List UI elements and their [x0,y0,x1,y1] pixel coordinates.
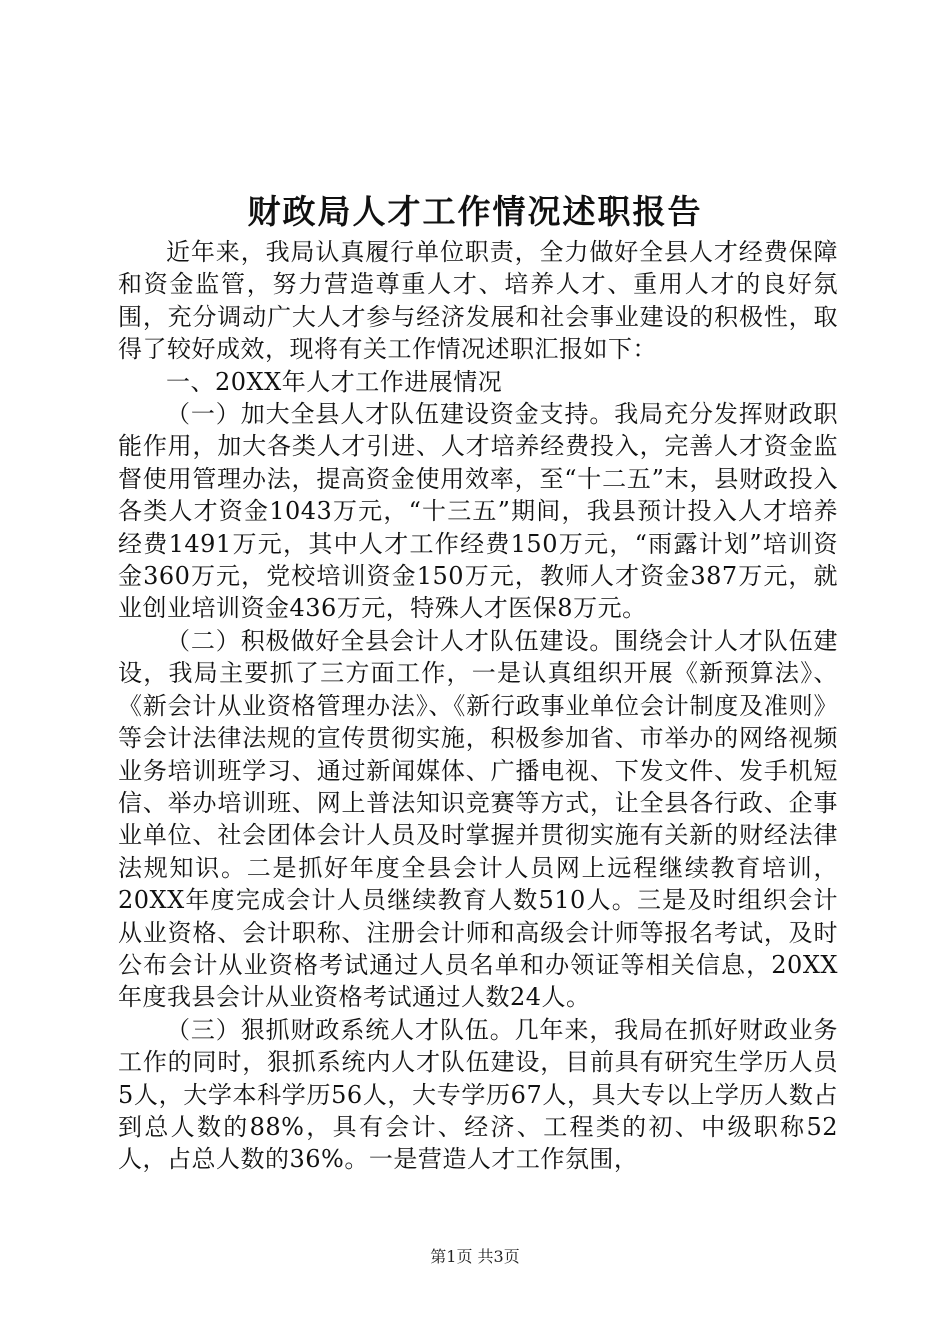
paragraph-funding: （一）加大全县人才队伍建设资金支持。我局充分发挥财政职能作用，加大各类人才引进、人才培养经费投入，完善人才资金监督使用管理办法，提高资金使用效率，至“十二五”末，县财政投入各类人才资金1043万元，“十三五”期间，我县预计投入人才培养经费1491万元，其中人才工作经费150万元，“雨露计划”培训资金360万元，党校培训资金150万元，教师人才资金387万元，就业创业培训资金436万元，特殊人才医保8万元。 [118,400,838,623]
page-number-footer: 第1页 共3页 [430,1247,520,1266]
paragraph-finance-staff: （三）狠抓财政系统人才队伍。几年来，我局在抓好财政业务工作的同时，狠抓系统内人才队伍建设，目前具有研究生学历人员5人，大学本科学历56人，大专学历67人，具大专以上学历人数占到总人数的88%，具有会计、经济、工程类的初、中级职称52人，占总人数的36%。一是营造人才工作氛围， [118,1015,838,1174]
document-title: 财政局人才工作情况述职报告 [247,192,703,231]
paragraph-intro: 近年来，我局认真履行单位职责，全力做好全县人才经费保障和资金监管，努力营造尊重人才、培养人才、重用人才的良好氛围，充分调动广大人才参与经济发展和社会事业建设的积极性，取得了较好成效，现将有关工作情况述职汇报如下： [118,238,838,364]
document-body [118,236,838,1176]
paragraph-accounting: （二）积极做好全县会计人才队伍建设。围绕会计人才队伍建设，我局主要抓了三方面工作，一是认真组织开展《新预算法》、《新会计从业资格管理办法》、《新行政事业单位会计制度及准则》等会计法律法规的宣传贯彻实施，积极参加省、市举办的网络视频业务培训班学习、通过新闻媒体、广播电视、下发文件、发手机短信、举办培训班、网上普法知识竞赛等方式，让全县各行政、企事业单位、社会团体会计人员及时掌握并贯彻实施有关新的财经法律法规知识。二是抓好年度全县会计人员网上远程继续教育培训，20XX年度完成会计人员继续教育人数510人。三是及时组织会计从业资格、会计职称、注册会计师和高级会计师等报名考试，及时公布会计从业资格考试通过人员名单和办领证等相关信息，20XX年度我县会计从业资格考试通过人数24人。 [118,626,838,1012]
section-heading: 一、20XX年人才工作进展情况 [166,367,503,396]
